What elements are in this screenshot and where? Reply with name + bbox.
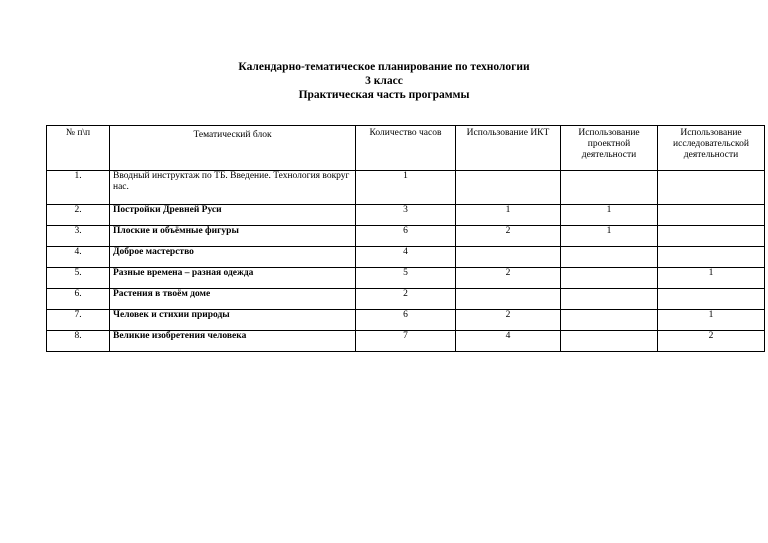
cell-topic: Разные времена – разная одежда — [110, 268, 356, 289]
cell-topic: Человек и стихии природы — [110, 310, 356, 331]
table-row — [47, 247, 765, 268]
cell-topic: Вводный инструктаж по ТБ. Введение. Технология вокруг нас. — [110, 171, 356, 205]
cell-ikt — [456, 171, 561, 205]
cell-ikt: 1 — [456, 205, 561, 226]
cell-hours: 6 — [356, 226, 456, 247]
cell-project: 1 — [561, 226, 658, 247]
cell-topic: Великие изобретения человека — [110, 331, 356, 352]
cell-ikt: 2 — [456, 268, 561, 289]
cell-project — [561, 310, 658, 331]
cell-project — [561, 289, 658, 310]
title-line-2: 3 класс — [365, 75, 403, 87]
cell-topic: Постройки Древней Руси — [110, 205, 356, 226]
cell-project — [561, 171, 658, 205]
cell-ikt: 4 — [456, 331, 561, 352]
cell-hours: 7 — [356, 331, 456, 352]
table-row — [47, 268, 765, 289]
table-row — [47, 226, 765, 247]
header-ikt: Использование ИКТ — [456, 126, 561, 171]
planning-table — [46, 125, 765, 352]
table-row — [47, 331, 765, 352]
cell-ikt: 2 — [456, 226, 561, 247]
cell-ikt: 2 — [456, 310, 561, 331]
header-topic: Тематический блок — [110, 126, 356, 171]
cell-hours: 2 — [356, 289, 456, 310]
cell-num: 8. — [47, 331, 110, 352]
cell-research — [658, 171, 765, 205]
header-research: Использование исследовательской деятельности — [658, 126, 765, 171]
header-num: № п\п — [47, 126, 110, 171]
cell-project — [561, 331, 658, 352]
cell-hours: 3 — [356, 205, 456, 226]
document-title — [0, 60, 768, 102]
cell-num: 4. — [47, 247, 110, 268]
cell-research — [658, 289, 765, 310]
cell-research: 1 — [658, 268, 765, 289]
cell-hours: 6 — [356, 310, 456, 331]
cell-num: 5. — [47, 268, 110, 289]
cell-research: 1 — [658, 310, 765, 331]
cell-topic: Растения в твоём доме — [110, 289, 356, 310]
table-row — [47, 171, 765, 205]
table-row — [47, 289, 765, 310]
cell-num: 2. — [47, 205, 110, 226]
header-project: Использование проектной деятельности — [561, 126, 658, 171]
cell-project — [561, 247, 658, 268]
table-row — [47, 310, 765, 331]
cell-num: 7. — [47, 310, 110, 331]
cell-research — [658, 247, 765, 268]
cell-num: 1. — [47, 171, 110, 205]
table-row — [47, 205, 765, 226]
cell-ikt — [456, 247, 561, 268]
cell-topic: Плоские и объёмные фигуры — [110, 226, 356, 247]
cell-project — [561, 268, 658, 289]
cell-research — [658, 226, 765, 247]
cell-research — [658, 205, 765, 226]
cell-hours: 4 — [356, 247, 456, 268]
cell-ikt — [456, 289, 561, 310]
title-line-1: Календарно-тематическое планирование по технологии — [238, 61, 530, 73]
header-hours: Количество часов — [356, 126, 456, 171]
cell-project: 1 — [561, 205, 658, 226]
cell-hours: 5 — [356, 268, 456, 289]
cell-hours: 1 — [356, 171, 456, 205]
cell-num: 6. — [47, 289, 110, 310]
cell-topic: Доброе мастерство — [110, 247, 356, 268]
cell-research: 2 — [658, 331, 765, 352]
cell-num: 3. — [47, 226, 110, 247]
title-line-3: Практическая часть программы — [298, 89, 470, 101]
table-header-row — [47, 126, 765, 171]
